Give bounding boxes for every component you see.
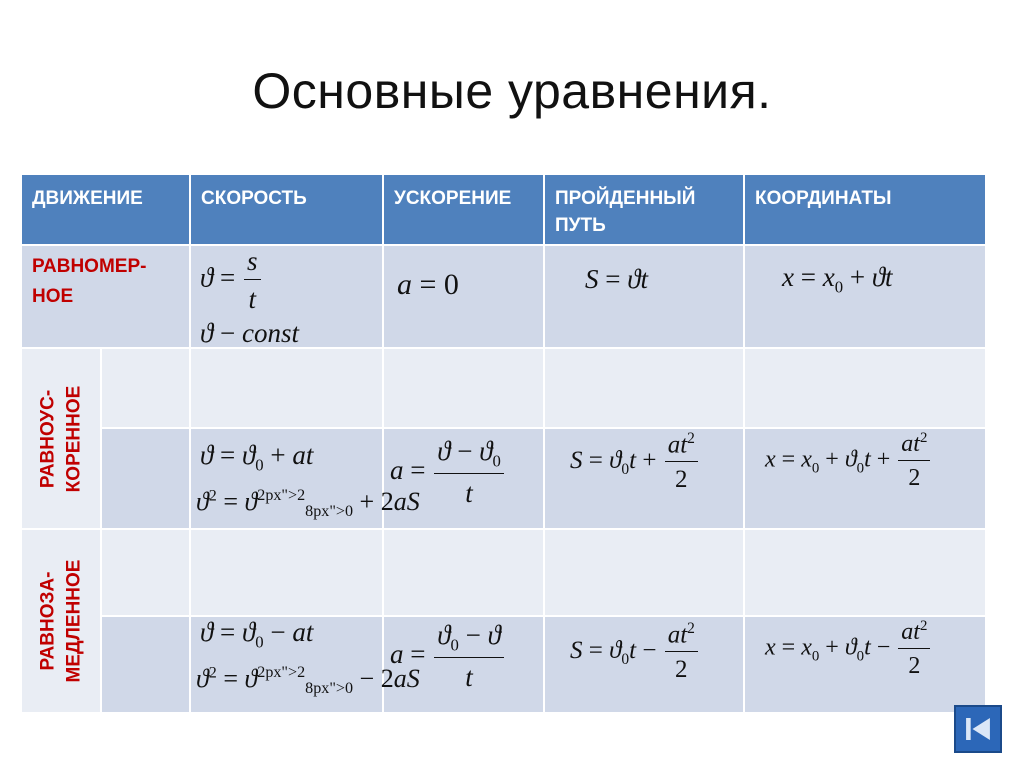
row-label-accelerated-text: РАВНОУС-КОРЕННОЕ	[37, 385, 84, 492]
cell-decel-empty-1	[102, 530, 189, 615]
formula-decel-coordinate: $x = x_0 + ϑ_0t$ − $\frac{at^2}{2}$	[765, 618, 932, 680]
header-velocity-label: СКОРОСТЬ	[201, 188, 307, 209]
cell-decel-empty-2	[191, 530, 382, 615]
cell-accel-empty-5	[745, 349, 985, 427]
cell-accel-empty-3	[384, 349, 543, 427]
formula-uniform-acceleration: a = 0	[397, 268, 459, 301]
formula-uniform-velocity-1: ϑ = $\frac{s}{t}$	[200, 246, 263, 315]
header-distance	[545, 175, 743, 244]
header-motion	[22, 175, 189, 244]
formula-accel-distance: $S = ϑ_0t$ + $\frac{at^2}{2}$	[570, 430, 700, 494]
cell-accel-empty-1	[102, 349, 189, 427]
cell-accel-empty-2	[191, 349, 382, 427]
row-label-decelerated-text: РАВНОЗА-МЕДЛЕННОЕ	[37, 559, 84, 683]
header-acceleration-label: УСКОРЕНИЕ	[394, 188, 512, 209]
formula-decel-velocity-1: $ϑ = ϑ_0$ − at	[200, 617, 314, 652]
header-acceleration	[384, 175, 543, 244]
header-velocity	[191, 175, 382, 244]
formula-uniform-velocity-2: ϑ − const	[200, 318, 299, 348]
formula-decel-distance: $S = ϑ_0t$ − $\frac{at^2}{2}$	[570, 620, 700, 684]
cell-decel-empty-4	[545, 530, 743, 615]
header-distance-label: ПРОЙДЕННЫЙ ПУТЬ	[555, 188, 696, 236]
formula-uniform-distance: S = ϑt	[585, 264, 648, 294]
slide-title: Основные уравнения.	[252, 63, 772, 119]
row-label-decelerated	[22, 530, 100, 712]
header-motion-label: ДВИЖЕНИЕ	[32, 188, 143, 209]
header-coordinates	[745, 175, 985, 244]
cell-decel-empty-5	[745, 530, 985, 615]
cell-accel-sub	[102, 429, 189, 528]
row-label-accelerated	[22, 349, 100, 528]
cell-decel-empty-3	[384, 530, 543, 615]
formula-uniform-coordinate: $x = x_0 + ϑt$	[782, 262, 893, 297]
formula-accel-acceleration: a = $\frac{ϑ - ϑ_0}{t}$	[390, 436, 506, 509]
formula-decel-acceleration: a = $\frac{ϑ_0 - ϑ}{t}$	[390, 620, 506, 693]
cell-decel-sub	[102, 617, 189, 712]
formula-accel-velocity-1: $ϑ = ϑ_0$ + at	[200, 440, 314, 475]
back-to-start-icon	[956, 707, 1000, 751]
formula-accel-velocity-2: $ϑ^2 = ϑ^{2px">2}_{8px">0} + 2aS$	[196, 487, 420, 521]
row-label-uniform-text: РАВНОМЕР-НОЕ	[32, 256, 147, 307]
cell-uniform-distance	[545, 246, 743, 347]
formula-decel-velocity-2: $ϑ^2 = ϑ^{2px">2}_{8px">0} - 2aS$	[196, 664, 420, 698]
header-coordinates-label: КООРДИНАТЫ	[755, 188, 892, 209]
formula-accel-coordinate: $x = x_0 + ϑ_0t$ + $\frac{at^2}{2}$	[765, 430, 932, 492]
row-label-uniform	[22, 246, 189, 347]
cell-accel-empty-4	[545, 349, 743, 427]
back-to-start-button[interactable]	[954, 705, 1002, 753]
